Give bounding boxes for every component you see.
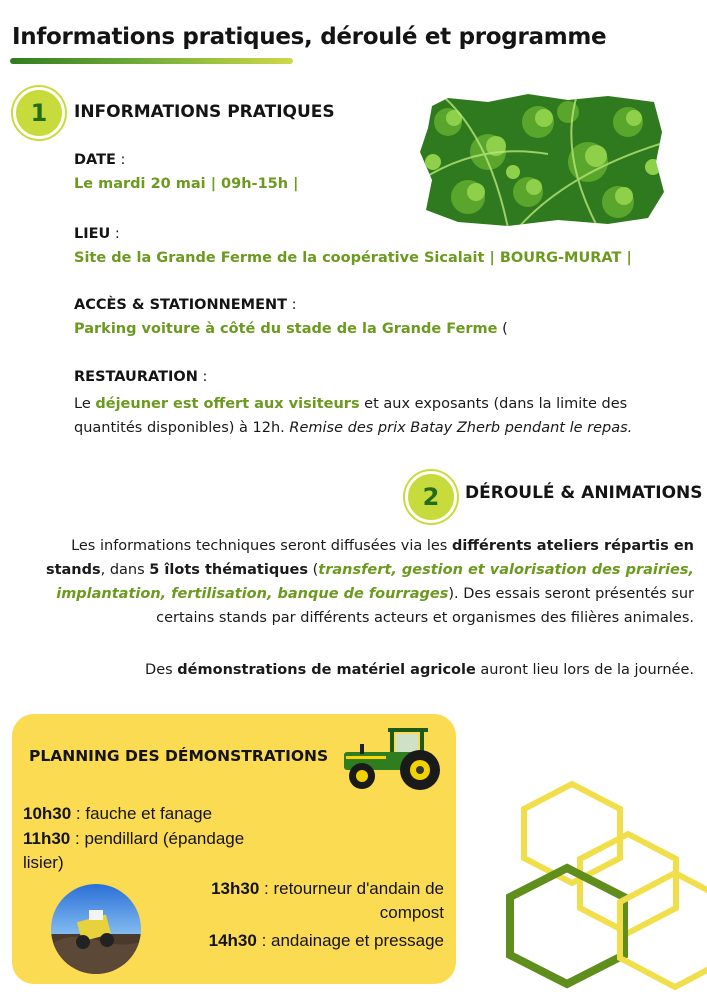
planning-item: 11h30 : pendillard (épandage lisier)	[23, 829, 245, 872]
lieu-value: Site de la Grande Ferme de la coopérative Sicalait | BOURG-MURAT |	[74, 250, 632, 266]
section-1-heading: INFORMATIONS PRATIQUES	[74, 102, 335, 122]
planning-item: 10h30 : fauche et fanage	[23, 804, 213, 823]
acces-value: Parking voiture à côté du stade de la Grande Ferme (	[74, 321, 508, 337]
page-title: Informations pratiques, déroulé et programme	[12, 24, 607, 50]
section-2-badge: 2	[405, 471, 457, 523]
restauration-label: RESTAURATION :	[74, 369, 208, 385]
section-2-heading: DÉROULÉ & ANIMATIONS	[465, 483, 703, 503]
planning-title: PLANNING DES DÉMONSTRATIONS	[29, 747, 329, 765]
date-label: DATE :	[74, 152, 126, 168]
planning-item: 13h30 : retourneur d'andain de compost	[211, 879, 444, 922]
hexagon-decoration	[500, 778, 707, 1000]
date-value: Le mardi 20 mai | 09h-15h |	[74, 176, 299, 192]
section-1-badge: 1	[13, 87, 65, 139]
lieu-label: LIEU :	[74, 226, 120, 242]
restauration-text: Le déjeuner est offert aux visiteurs et aux exposants (dans la limite des quantités disponibles) à 12h. Remise des prix Batay Zherb pendant le repas.	[74, 396, 633, 436]
demonstrations-paragraph: Des démonstrations de matériel agricole auront lieu lors de la journée.	[145, 662, 694, 678]
acces-label: ACCÈS & STATIONNEMENT :	[74, 297, 297, 313]
planning-item: 14h30 : andainage et pressage	[208, 931, 444, 950]
title-underline	[10, 58, 293, 64]
compost-turner-photo	[51, 884, 141, 974]
section-2-paragraph: Les informations techniques seront diffusées via les différents ateliers répartis en stands, dans 5 îlots thématiques (transfert, gestion et valorisation des prairies, implantation, fertilisation, banque de fourrages). Des essais seront présentés sur certains stands par différents acteurs et organismes des filières animales.	[45, 538, 694, 626]
clover-photo	[418, 92, 666, 228]
tractor-icon	[340, 722, 444, 792]
